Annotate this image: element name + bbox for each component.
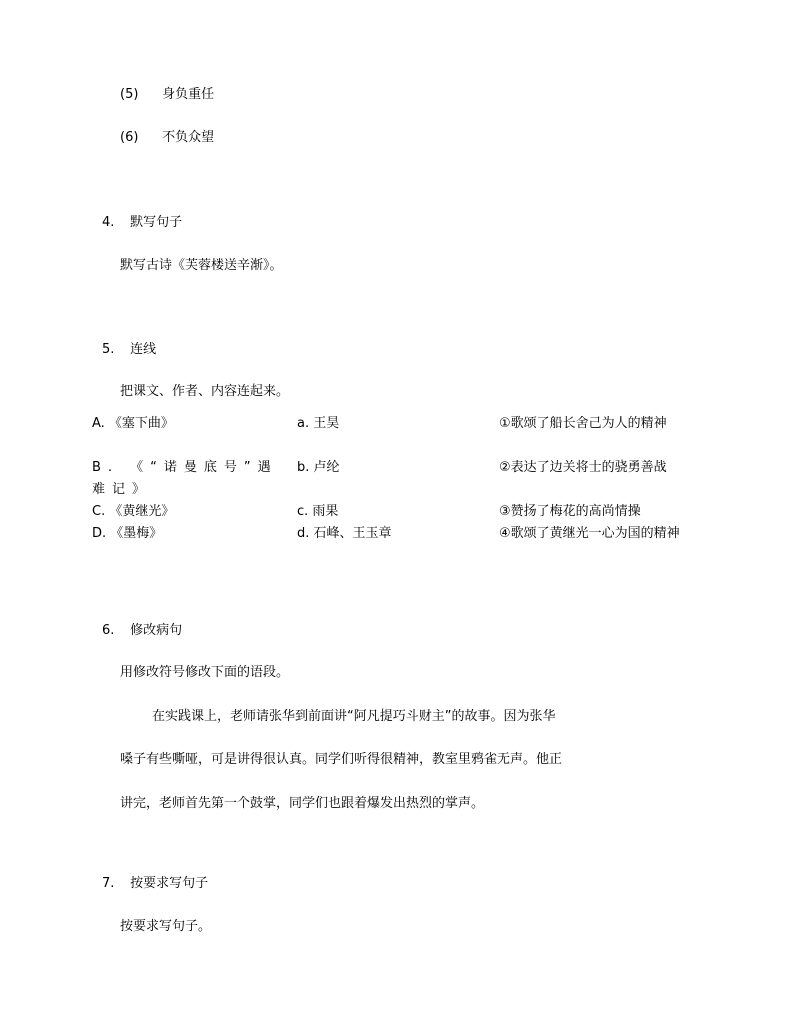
list-item (120, 88, 214, 101)
section-number: 5. (102, 342, 115, 357)
item-text: 身负重任 (162, 87, 215, 102)
match-mid-d: d. 石峰、王玉章 (297, 526, 392, 541)
match-right-2: ②表达了边关将士的骁勇善战 (499, 460, 667, 475)
match-left-a: A. 《塞下曲》 (92, 416, 174, 431)
match-left-c: C. 《黄继光》 (92, 504, 175, 519)
section-title: 连线 (130, 342, 157, 357)
section-number: 6. (102, 623, 115, 638)
match-left-d: D. 《墨梅》 (92, 526, 163, 541)
list-item (120, 131, 214, 144)
section-title: 修改病句 (130, 623, 183, 638)
match-left-b: B. 《“诺曼底号”遇难记》 (92, 460, 278, 497)
section-title: 默写句子 (130, 215, 183, 230)
section-instruction-4: 默写古诗《芙蓉楼送辛渐》。 (120, 258, 283, 273)
match-mid-c: c. 雨果 (297, 504, 339, 519)
item-text: 不负众望 (162, 130, 215, 145)
section-instruction-7: 按要求写句子。 (120, 919, 212, 934)
section-heading-5 (102, 343, 156, 356)
paragraph-line: 嗓子有些嘶哑，可是讲得很认真。同学们听得很精神，教室里鸦雀无声。他正 (120, 752, 563, 767)
section-number: 7. (102, 876, 115, 891)
section-title: 按要求写句子 (130, 876, 209, 891)
section-heading-7 (102, 877, 208, 890)
match-mid-a: a. 王昊 (297, 416, 340, 431)
section-instruction-6: 用修改符号修改下面的语段。 (120, 665, 290, 680)
section-instruction-5: 把课文、作者、内容连起来。 (120, 384, 290, 399)
match-right-3: ③赞扬了梅花的高尚情操 (499, 504, 641, 519)
section-heading-4 (102, 216, 182, 229)
item-number: (6) (120, 130, 139, 145)
section-heading-6 (102, 624, 182, 637)
match-right-1: ①歌颂了船长舍己为人的精神 (499, 416, 667, 431)
item-number: (5) (120, 87, 139, 102)
section-number: 4. (102, 215, 115, 230)
paragraph-line: 在实践课上，老师请张华到前面讲“阿凡提巧斗财主”的故事。因为张华 (152, 709, 556, 724)
paragraph-line: 讲完，老师首先第一个鼓掌，同学们也跟着爆发出热烈的掌声。 (120, 796, 485, 811)
match-right-4: ④歌颂了黄继光一心为国的精神 (499, 526, 680, 541)
match-mid-b: b. 卢纶 (297, 460, 340, 475)
